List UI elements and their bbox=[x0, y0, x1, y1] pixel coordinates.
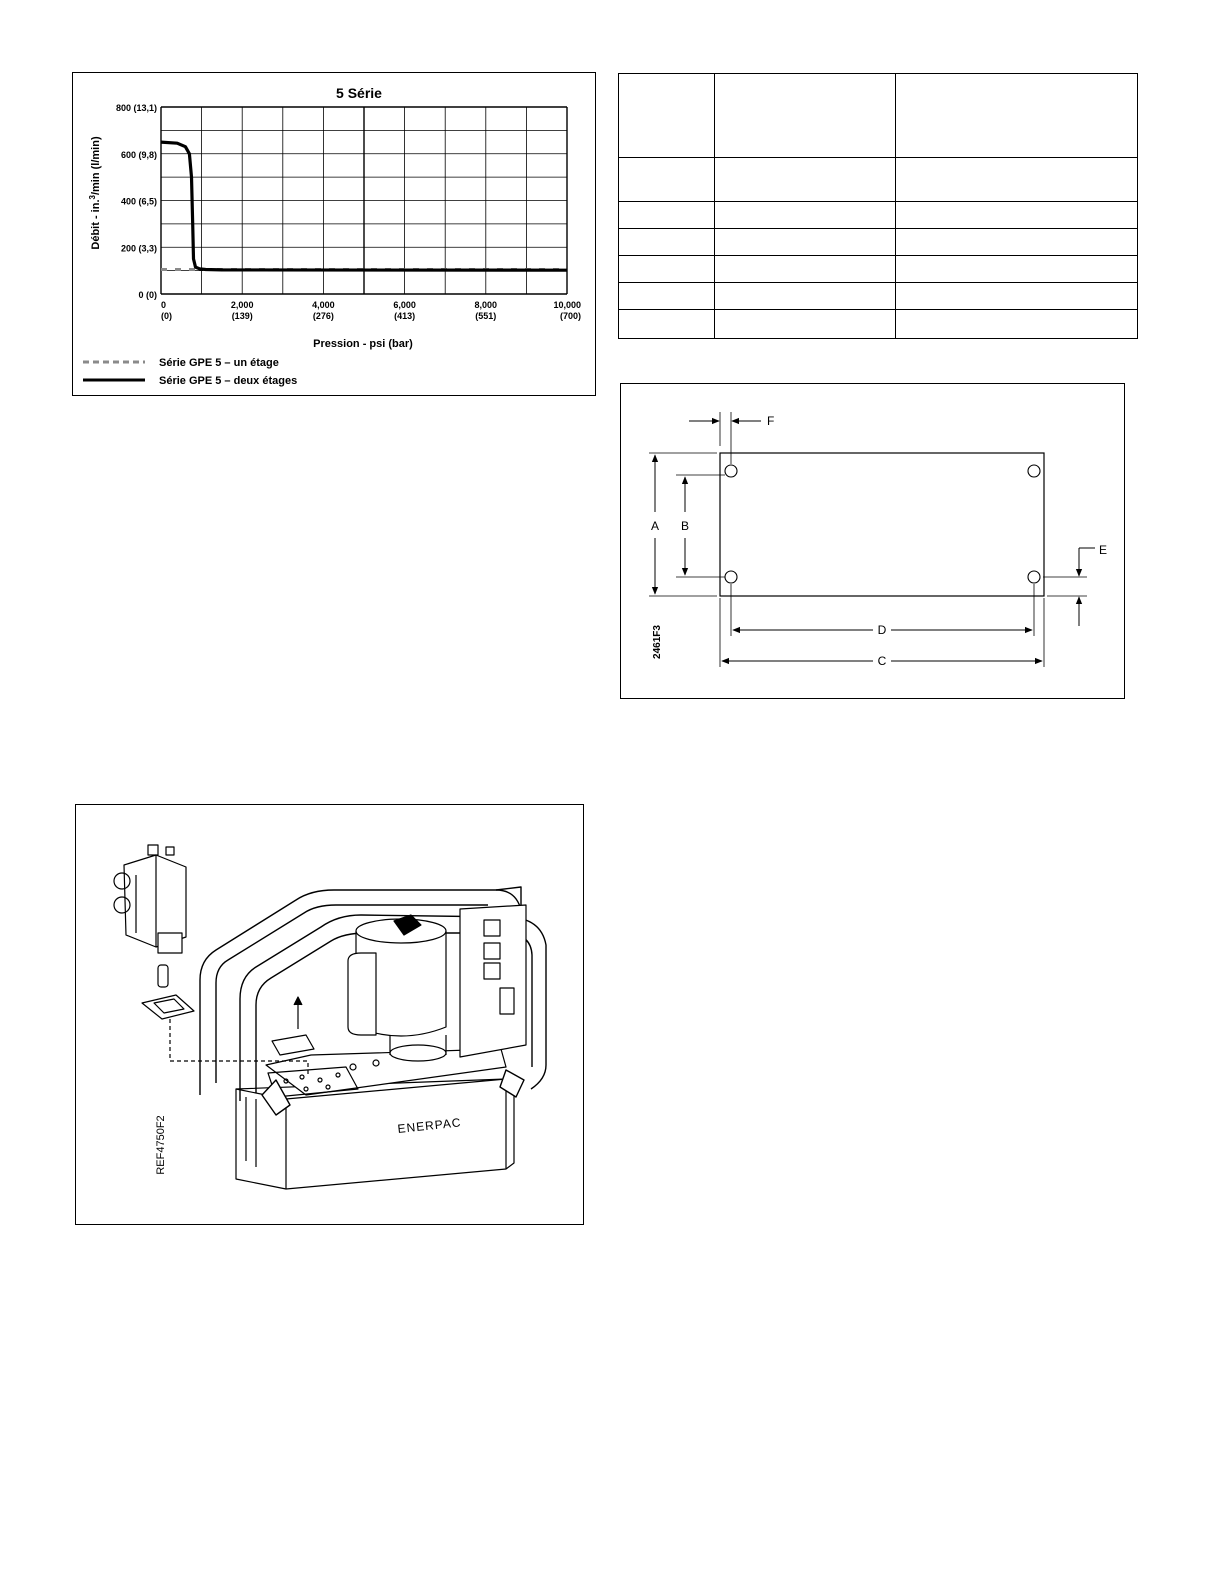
dimension-d bbox=[731, 584, 1034, 637]
table-cell bbox=[619, 310, 715, 339]
control-valve bbox=[114, 845, 186, 953]
table-cell bbox=[895, 158, 1137, 202]
table-cell bbox=[895, 202, 1137, 229]
dimension-e bbox=[1043, 543, 1107, 626]
svg-text:E: E bbox=[1099, 543, 1108, 557]
table-cell bbox=[715, 310, 896, 339]
dimension-f bbox=[689, 412, 774, 464]
svg-text:C: C bbox=[877, 654, 887, 668]
mounting-hole bbox=[1028, 465, 1040, 477]
table-cell bbox=[619, 256, 715, 283]
y-tick-label: 0 (0) bbox=[138, 290, 157, 300]
table-cell bbox=[715, 202, 896, 229]
electric-motor bbox=[348, 915, 446, 1061]
table-cell bbox=[619, 158, 715, 202]
dimension-b bbox=[676, 475, 725, 577]
x-tick-label: 6,000 bbox=[393, 300, 416, 310]
table-row bbox=[619, 158, 1138, 202]
table-cell bbox=[619, 202, 715, 229]
figure-code: 2461F3 bbox=[652, 625, 663, 659]
y-axis-label: Débit - in.$^3$/min (l/min) bbox=[88, 136, 102, 250]
x-tick-sublabel: (276) bbox=[312, 311, 334, 321]
flow-chart bbox=[73, 73, 595, 395]
svg-text:B: B bbox=[680, 519, 690, 533]
valve-gasket bbox=[142, 995, 194, 1019]
x-tick-label: 2,000 bbox=[230, 300, 254, 310]
x-tick-label: 0 bbox=[161, 300, 167, 310]
table-row bbox=[619, 256, 1138, 283]
table-cell bbox=[619, 229, 715, 256]
x-tick-labels bbox=[161, 300, 581, 321]
table-cell bbox=[619, 74, 715, 158]
table-cell bbox=[895, 229, 1137, 256]
pump-assembly-figure bbox=[75, 804, 584, 1225]
x-axis-label: Pression - psi (bar) bbox=[313, 338, 413, 350]
spec-table bbox=[618, 73, 1138, 339]
x-tick-label: 8,000 bbox=[474, 300, 498, 310]
svg-text:F: F bbox=[767, 414, 775, 428]
x-tick-label: 10,000 bbox=[553, 300, 581, 310]
flow-chart-panel bbox=[72, 72, 596, 396]
svg-text:D: D bbox=[877, 623, 887, 637]
pump-illustration bbox=[76, 805, 583, 1224]
y-tick-label: 600 (9,8) bbox=[120, 149, 157, 160]
mounting-hole bbox=[725, 465, 737, 477]
x-tick-label: 4,000 bbox=[312, 300, 335, 310]
mounting-hole bbox=[1028, 571, 1040, 583]
mounting-diagram bbox=[621, 384, 1124, 698]
x-tick-sublabel: (413) bbox=[394, 311, 416, 321]
table-row bbox=[619, 283, 1138, 310]
table-cell bbox=[895, 256, 1137, 283]
table-cell bbox=[715, 74, 896, 158]
table-cell bbox=[619, 283, 715, 310]
chart-grid bbox=[161, 107, 567, 294]
table-row bbox=[619, 202, 1138, 229]
table-row bbox=[619, 74, 1138, 158]
table-cell bbox=[715, 256, 896, 283]
table-cell bbox=[895, 74, 1137, 158]
mounting-dimension-figure bbox=[620, 383, 1125, 699]
cover-plate bbox=[272, 997, 314, 1055]
table-cell bbox=[895, 283, 1137, 310]
table-cell bbox=[895, 310, 1137, 339]
brand-logo: ENERPAC bbox=[396, 1115, 463, 1136]
x-tick-sublabel: (700) bbox=[559, 311, 581, 321]
y-tick-label: 400 (6,5) bbox=[120, 196, 157, 207]
figure-code: REF4750F2 bbox=[155, 1115, 167, 1175]
chart-legend bbox=[83, 357, 297, 387]
control-panel bbox=[460, 905, 526, 1057]
y-tick-label: 200 (3,3) bbox=[120, 243, 157, 254]
chart-title: 5 Série bbox=[336, 85, 382, 101]
x-tick-sublabel: (551) bbox=[475, 311, 497, 321]
y-tick-label: 800 (13,1) bbox=[115, 103, 157, 113]
y-tick-labels bbox=[116, 103, 157, 300]
table-cell bbox=[715, 283, 896, 310]
svg-text:A: A bbox=[650, 519, 660, 533]
legend-label-single-stage: Série GPE 5 – un étage bbox=[159, 357, 279, 369]
table-row bbox=[619, 310, 1138, 339]
table-row bbox=[619, 229, 1138, 256]
base-plate-outline bbox=[720, 453, 1044, 596]
x-tick-sublabel: (0) bbox=[161, 311, 172, 321]
legend-label-two-stage: Série GPE 5 – deux étages bbox=[159, 375, 298, 387]
x-tick-sublabel: (139) bbox=[231, 311, 253, 321]
mounting-hole bbox=[725, 571, 737, 583]
table-cell bbox=[715, 229, 896, 256]
valve-fitting bbox=[158, 965, 168, 987]
table-cell bbox=[715, 158, 896, 202]
